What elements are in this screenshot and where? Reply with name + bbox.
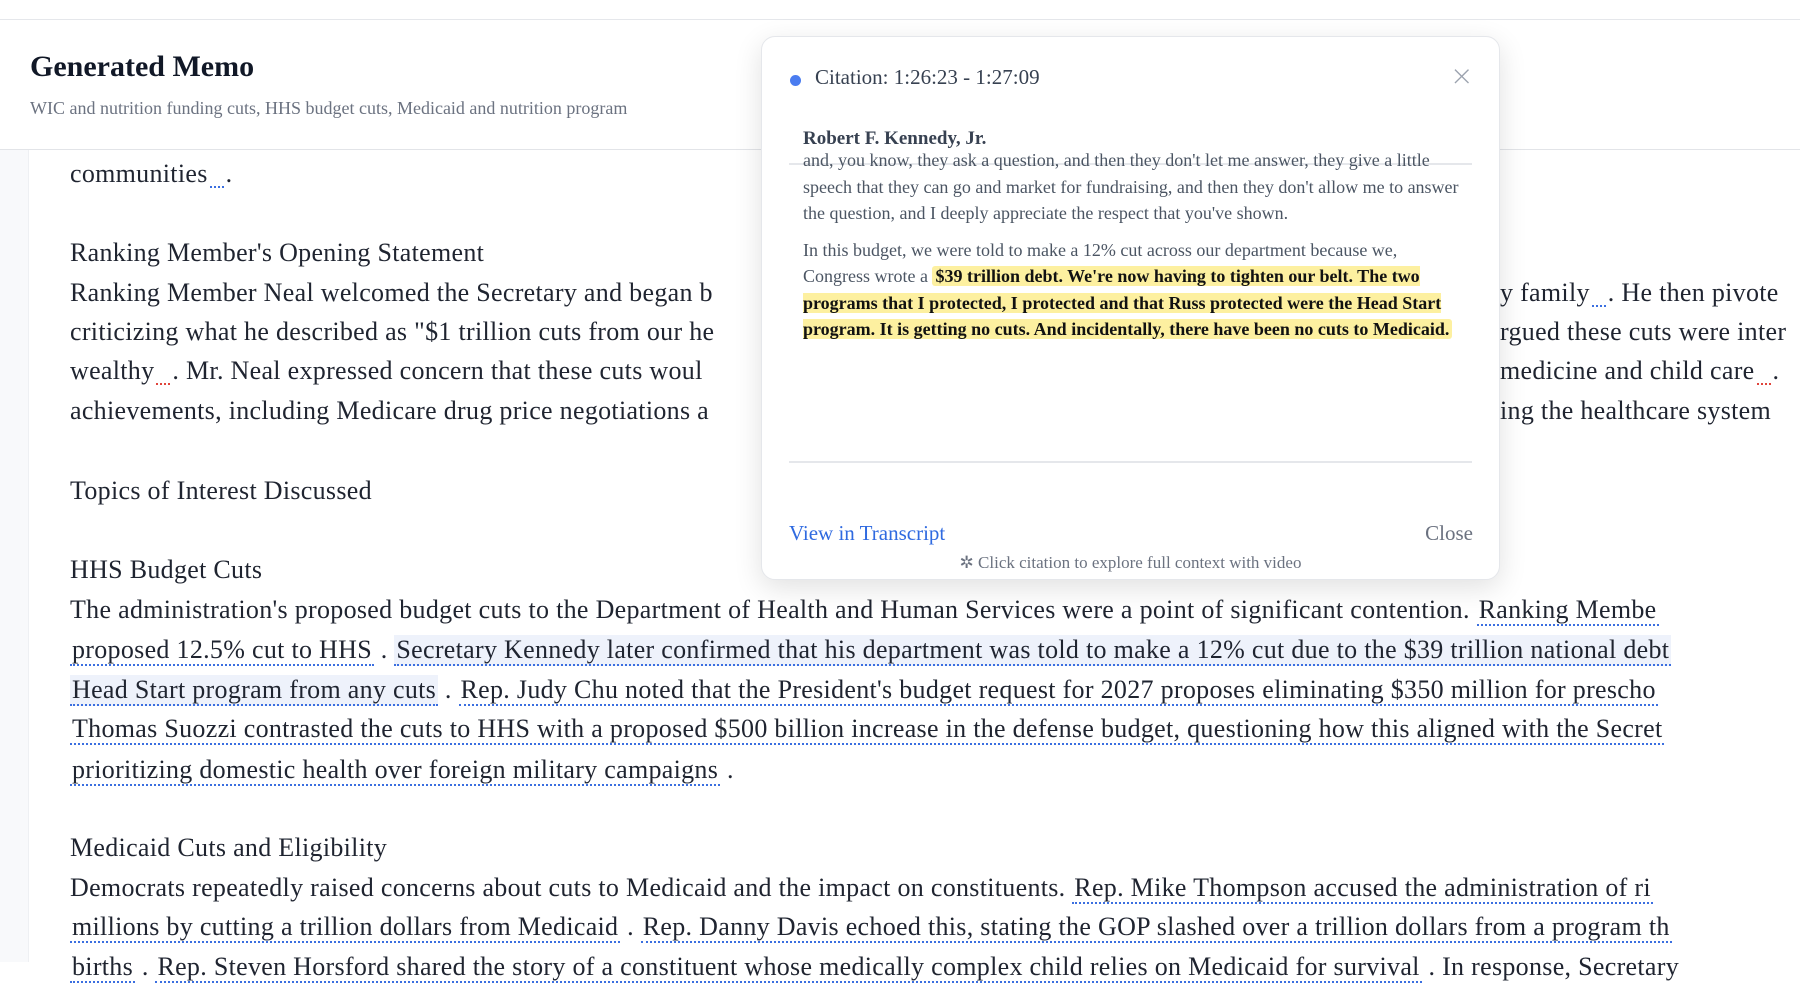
divider xyxy=(789,461,1472,463)
memo-text: Democrats repeatedly raised concerns about cuts to Medicaid and the impact on constituents. xyxy=(70,873,1073,902)
memo-line xyxy=(70,391,709,431)
memo-line xyxy=(70,709,1664,749)
memo-line xyxy=(70,947,1679,987)
active-citation-link[interactable]: Head Start program from any cuts xyxy=(72,675,437,704)
memo-text: . In response, Secretary xyxy=(1421,952,1679,981)
citation-link[interactable]: prioritizing domestic health over foreign military campaigns xyxy=(72,755,719,784)
memo-text: Topics of Interest Discussed xyxy=(70,476,372,505)
excerpt-paragraph xyxy=(803,237,1463,343)
speaker-name: Robert F. Kennedy, Jr. xyxy=(803,128,987,149)
memo-line xyxy=(1500,351,1779,391)
memo-text: wealthy xyxy=(70,356,155,385)
memo-text: Ranking Member's Opening Statement xyxy=(70,238,485,267)
citation-link[interactable]: Ranking Membe xyxy=(1478,595,1657,624)
excerpt-text: In this budget, we were told to make a 12% cut across our department because we, Congress wrote a xyxy=(803,239,1398,286)
memo-line xyxy=(70,233,484,273)
memo-text: . xyxy=(438,675,459,704)
memo-text: rgued these cuts were inter xyxy=(1500,317,1787,346)
view-in-transcript-link[interactable]: View in Transcript xyxy=(789,521,946,545)
citation-link[interactable]: Rep. Judy Chu noted that the President's budget request for 2027 proposes eliminating $350 million for prescho xyxy=(460,675,1656,704)
citation-link[interactable]: Rep. Steven Horsford shared the story of a constituent whose medically complex child relies on Medicaid for survival xyxy=(157,952,1420,981)
memo-text: . xyxy=(225,159,233,188)
memo-line xyxy=(70,670,1658,710)
memo-line xyxy=(70,590,1659,630)
citation-link[interactable]: Rep. Mike Thompson accused the administration of ri xyxy=(1074,873,1651,902)
close-icon[interactable]: × xyxy=(1450,59,1474,92)
excerpt-paragraph: and, you know, they ask a question, and then they don't let me answer, they give a little speech that they can go and market for fundraising, and then they don't allow me to answer the question, and I deeply appreciate the respect that you've shown. xyxy=(803,150,1459,223)
citation-dot-icon xyxy=(790,75,801,86)
memo-text: HHS Budget Cuts xyxy=(70,555,263,584)
memo-text: y family xyxy=(1500,278,1590,307)
memo-text: Ranking Member Neal welcomed the Secretary and began b xyxy=(70,278,713,307)
citation-link[interactable]: Rep. Danny Davis echoed this, stating the GOP slashed over a trillion dollars from a program th xyxy=(642,912,1670,941)
left-gutter xyxy=(0,149,29,962)
citation-popup xyxy=(761,36,1500,580)
memo-line xyxy=(70,471,372,511)
memo-text: criticizing what he described as "$1 trillion cuts from our he xyxy=(70,317,715,346)
memo-line xyxy=(70,828,387,868)
close-button[interactable]: Close xyxy=(1425,521,1473,545)
citation-link[interactable]: births xyxy=(72,952,134,981)
memo-line xyxy=(1500,391,1771,431)
memo-text: . xyxy=(620,912,641,941)
memo-line xyxy=(70,273,713,313)
citation-marker[interactable] xyxy=(1757,365,1771,385)
memo-line xyxy=(70,154,232,194)
memo-text: . Mr. Neal expressed concern that these cuts woul xyxy=(172,356,703,385)
memo-line xyxy=(70,630,1671,670)
active-citation-link[interactable]: Secretary Kennedy later confirmed that his department was told to make a 12% cut due to the $39 trillion national debt xyxy=(396,635,1670,664)
top-bar xyxy=(0,0,1800,20)
citation-marker[interactable] xyxy=(156,365,170,385)
memo-line xyxy=(1500,273,1779,313)
memo-line xyxy=(70,750,734,790)
memo-text: communities xyxy=(70,159,208,188)
memo-line xyxy=(70,312,714,352)
memo-text: . xyxy=(373,635,395,664)
memo-text: ing the healthcare system xyxy=(1500,396,1772,425)
citation-link[interactable]: millions by cutting a trillion dollars from Medicaid xyxy=(72,912,619,941)
memo-text: The administration's proposed budget cuts to the Department of Health and Human Services were a point of significant contention. xyxy=(70,595,1477,624)
citation-marker[interactable] xyxy=(1592,287,1606,307)
highlighted-quote: $39 trillion debt. We're now having to tighten our belt. The two programs that I protected, I protected and that Russ protected were the Head Start program. It is getting no cuts. And incidentally, there have been no cuts to Medicaid. xyxy=(803,266,1452,339)
memo-line xyxy=(70,868,1653,908)
hint-text xyxy=(762,553,1499,573)
hint-label: Click citation to explore full context with video xyxy=(978,553,1302,572)
citation-link[interactable]: Thomas Suozzi contrasted the cuts to HHS with a proposed $500 billion increase in the defense budget, questioning how this aligned with the Secret xyxy=(72,714,1663,743)
memo-line xyxy=(1500,312,1786,352)
page-title: Generated Memo xyxy=(30,50,255,83)
memo-text: . He then pivote xyxy=(1607,278,1779,307)
citation-title: Citation: 1:26:23 - 1:27:09 xyxy=(815,65,1040,89)
memo-line xyxy=(70,550,262,590)
page-subtitle: WIC and nutrition funding cuts, HHS budget cuts, Medicaid and nutrition program xyxy=(30,98,628,118)
memo-text: . xyxy=(720,755,734,784)
memo-line xyxy=(70,907,1672,947)
memo-line xyxy=(70,351,703,391)
citation-link[interactable]: proposed 12.5% cut to HHS xyxy=(72,635,372,664)
memo-text: Medicaid Cuts and Eligibility xyxy=(70,833,388,862)
transcript-excerpt[interactable] xyxy=(803,150,1463,455)
memo-text: medicine and child care xyxy=(1500,356,1755,385)
cursor-click-icon: ✲ xyxy=(959,553,974,572)
memo-text: . xyxy=(1772,356,1780,385)
citation-marker[interactable] xyxy=(210,168,224,188)
memo-text: . xyxy=(135,952,156,981)
memo-text: achievements, including Medicare drug price negotiations a xyxy=(70,396,710,425)
